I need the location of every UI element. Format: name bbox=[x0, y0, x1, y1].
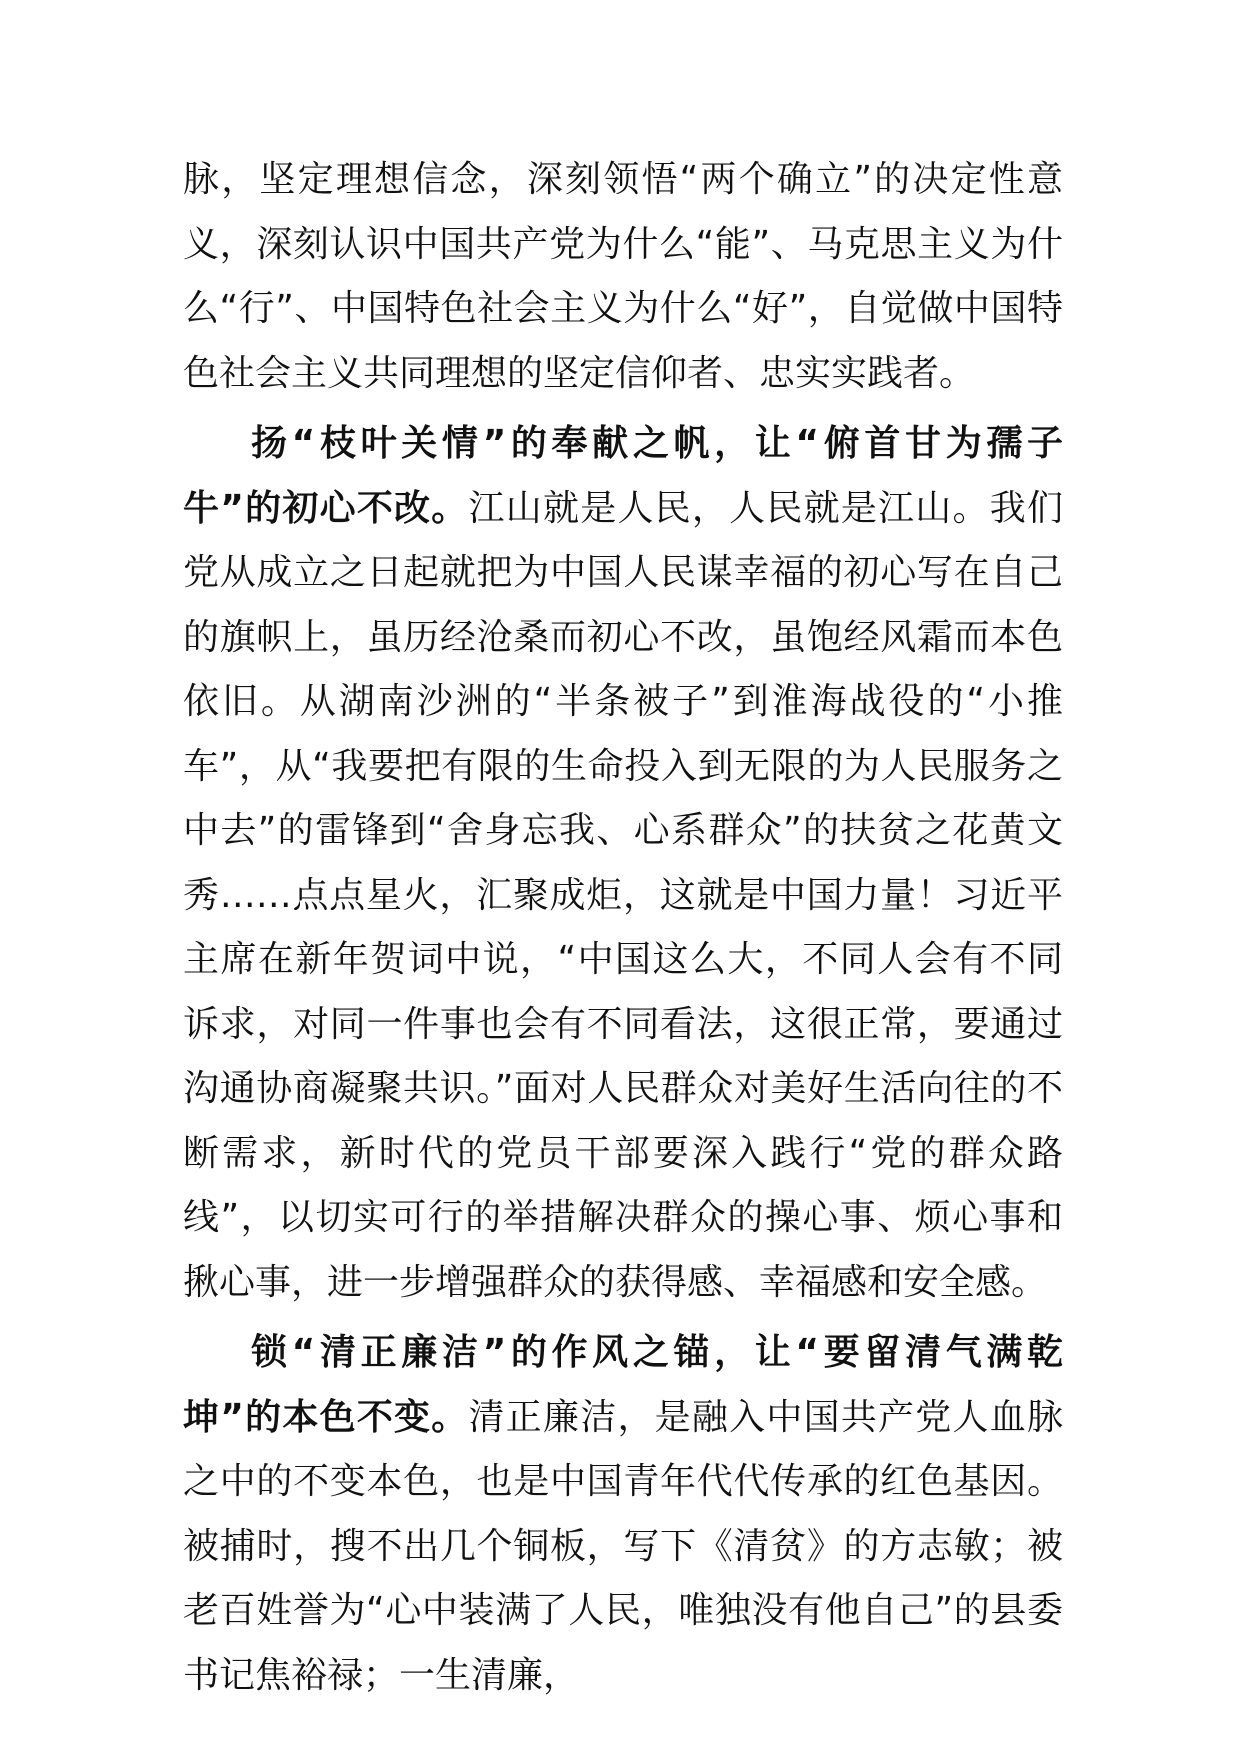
paragraph-3-heading: 锁“清正廉洁”的作风之锚，让“要留清气满乾坤”的本色不变。 bbox=[183, 1332, 1063, 1438]
paragraph-1-body: 脉，坚定理想信念，深刻领悟“两个确立”的决定性意义，深刻认识中国共产党为什么“能”、马克思主义为什么“行”、中国特色社会主义为什么“好”，自觉做中国特色社会主义共同理想的坚定信仰者、忠实实践者。 bbox=[183, 159, 1063, 394]
text-column bbox=[183, 148, 1063, 1714]
paragraph-2-heading: 扬“枝叶关情”的奉献之帆，让“俯首甘为孺子牛”的初心不改。 bbox=[183, 423, 1063, 529]
paragraph-2 bbox=[183, 412, 1063, 1315]
paragraph-3-body: 清正廉洁，是融入中国共产党人血脉之中的不变本色，也是中国青年代代传承的红色基因。被捕时，搜不出几个铜板，写下《清贫》的方志敏；被老百姓誉为“心中装满了人民，唯独没有他自己”的县委书记焦裕禄；一生清廉， bbox=[183, 1396, 1063, 1696]
paragraph-1 bbox=[183, 148, 1063, 406]
paragraph-2-body: 江山就是人民，人民就是江山。我们党从成立之日起就把为中国人民谋幸福的初心写在自己的旗帜上，虽历经沧桑而初心不改，虽饱经风霜而本色依旧。从湖南沙洲的“半条被子”到淮海战役的“小推车”，从“我要把有限的生命投入到无限的为人民服务之中去”的雷锋到“舍身忘我、心系群众”的扶贫之花黄文秀……点点星火，汇聚成炬，这就是中国力量！习近平主席在新年贺词中说，“中国这么大，不同人会有不同诉求，对同一件事也会有不同看法，这很正常，要通过沟通协商凝聚共识。”面对人民群众对美好生活向往的不断需求，新时代的党员干部要深入践行“党的群众路线”，以切实可行的举措解决群众的操心事、烦心事和揪心事，进一步增强群众的获得感、幸福感和安全感。 bbox=[183, 487, 1063, 1303]
paragraph-3 bbox=[183, 1321, 1063, 1708]
